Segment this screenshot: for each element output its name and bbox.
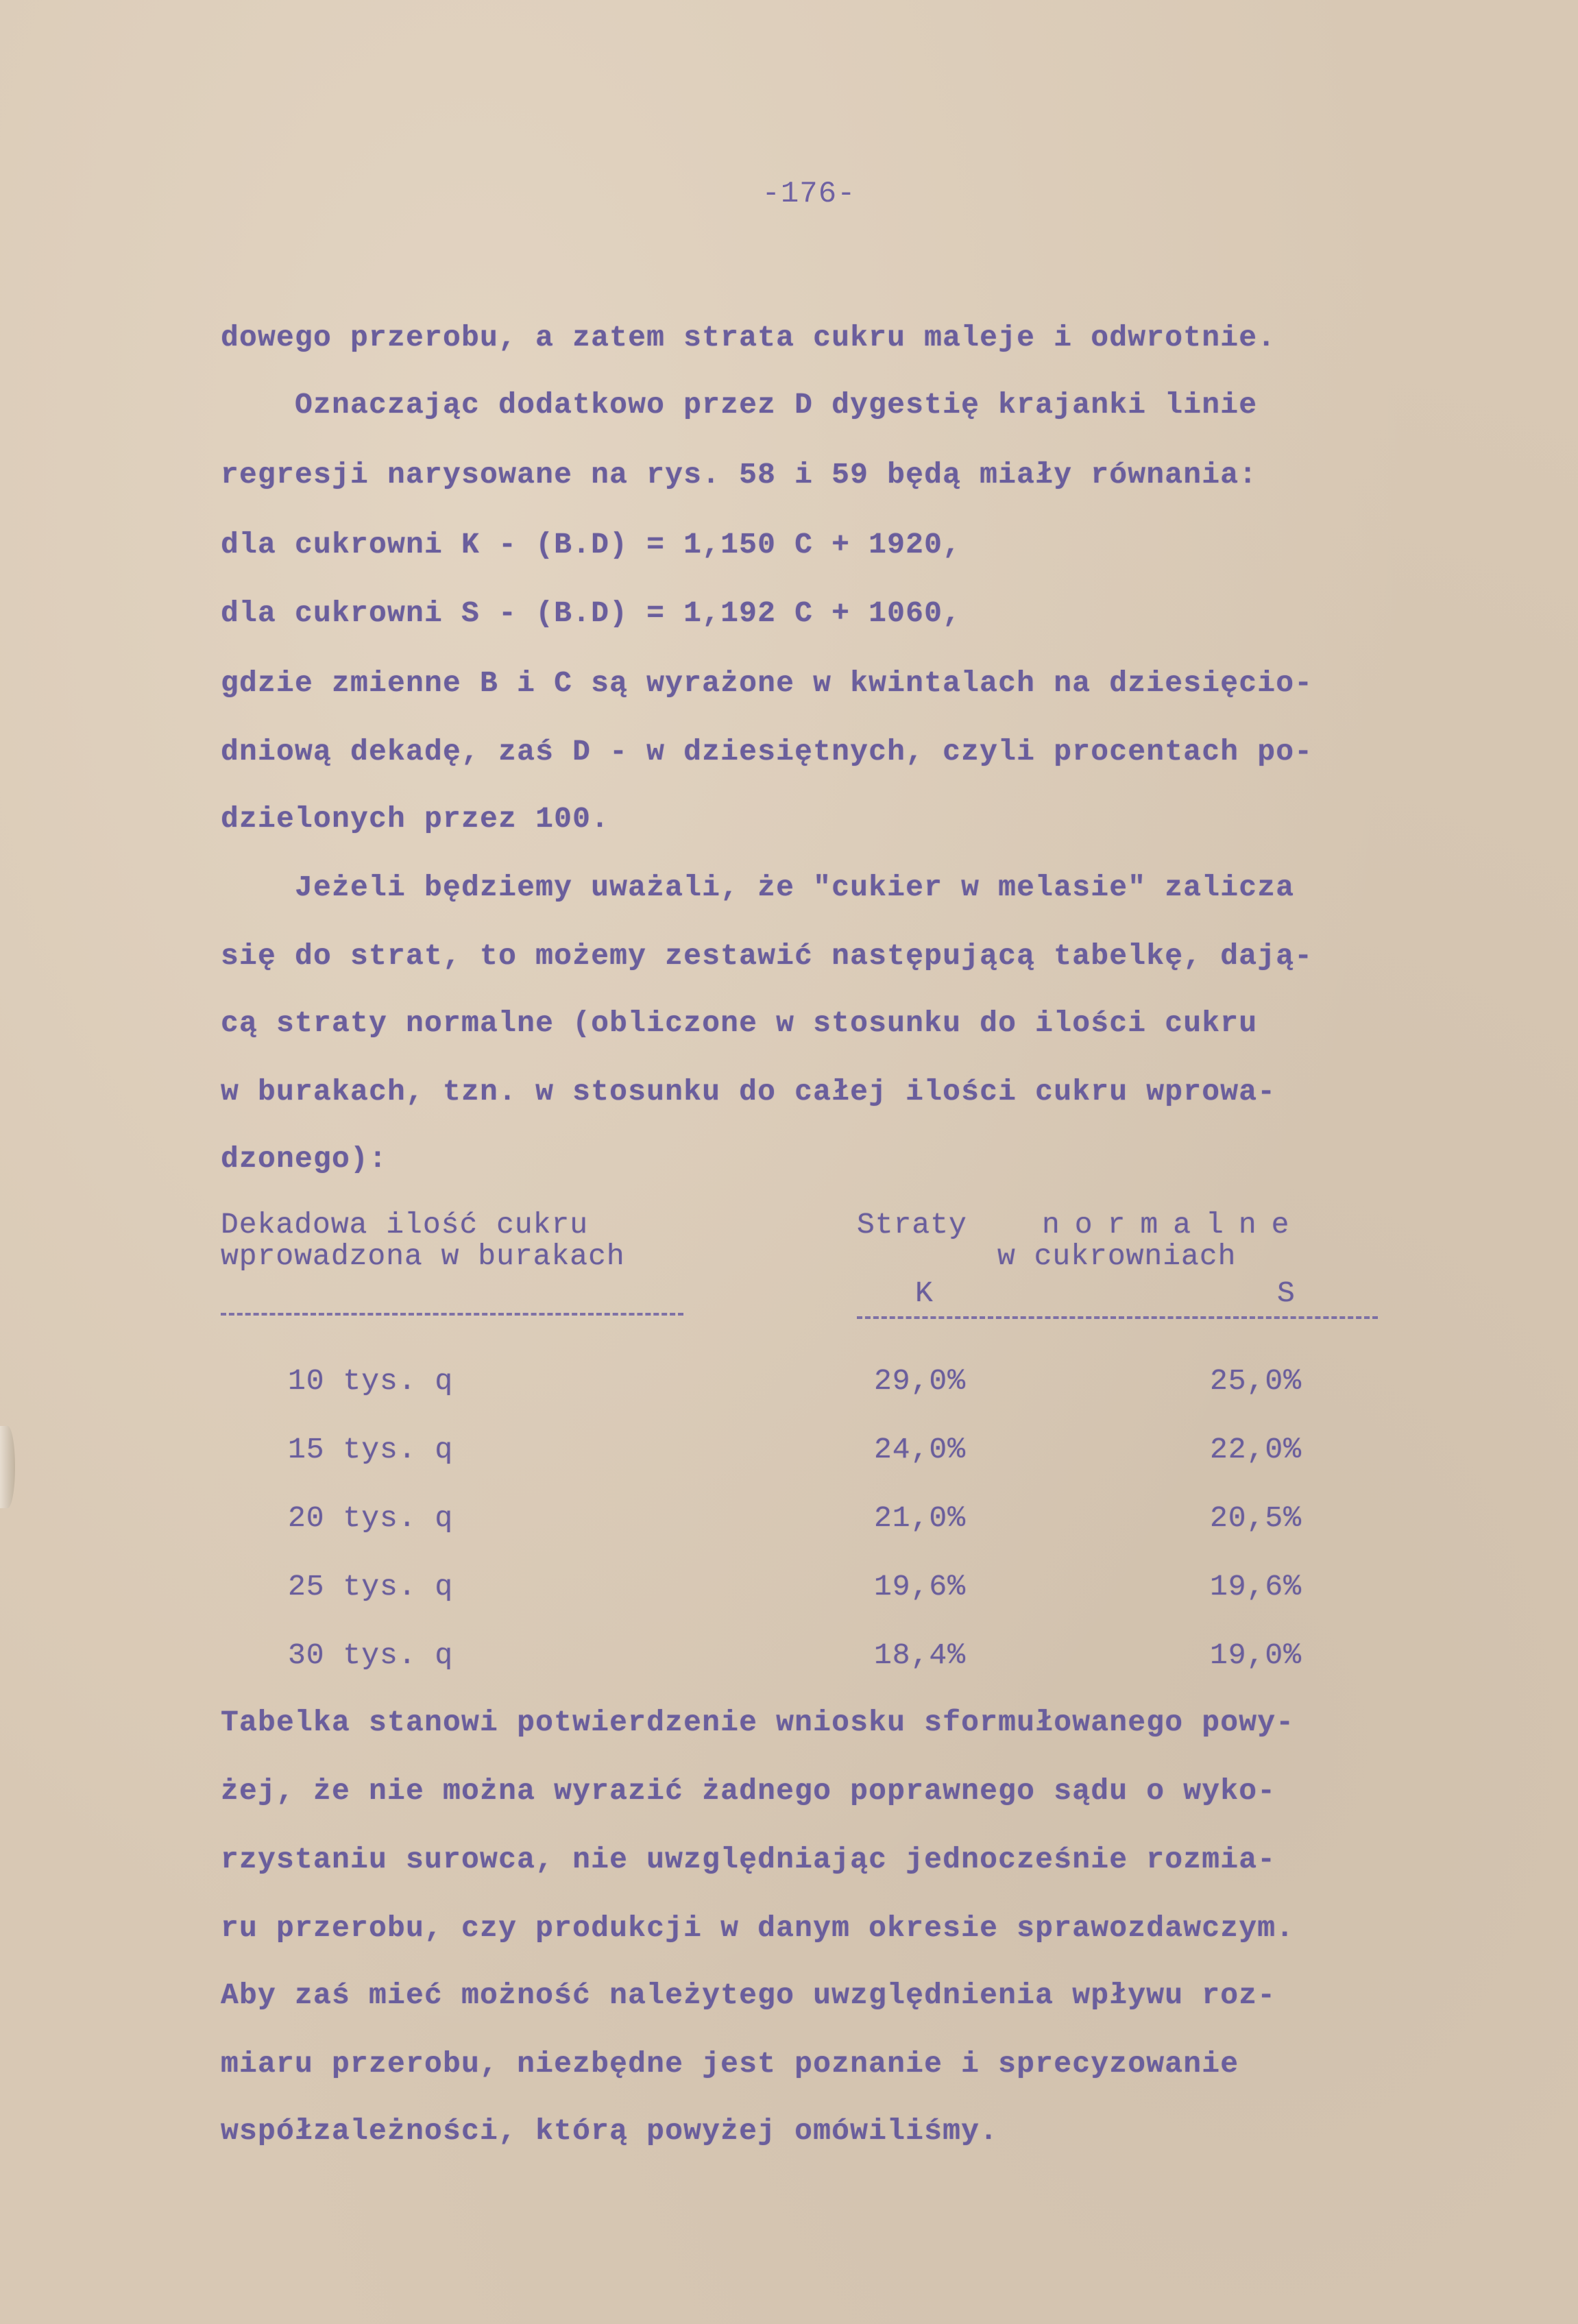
- page-number: -176-: [762, 177, 856, 211]
- text-line: współzależności, którą powyżej omówiliśmy.: [221, 2114, 999, 2148]
- amount-cell: 30 tys. q: [288, 1638, 454, 1672]
- text-line: w burakach, tzn. w stosunku do całej ilości cukru wprowa-: [221, 1075, 1276, 1109]
- equation-k: dla cukrowni K - (B.D) = 1,150 C + 1920,: [221, 528, 962, 561]
- text-line: regresji narysowane na rys. 58 i 59 będą miały równania:: [221, 458, 1258, 492]
- text-line: miaru przerobu, niezbędne jest poznanie i sprecyzowanie: [221, 2047, 1239, 2081]
- text-line: dzonego):: [221, 1142, 388, 1176]
- text-line: dzielonych przez 100.: [221, 802, 610, 836]
- text-line: ru przerobu, czy produkcji w danym okresie sprawozdawczym.: [221, 1911, 1295, 1945]
- k-loss-cell: 18,4%: [874, 1638, 967, 1672]
- col1-header-line1: Dekadowa ilość cukru: [221, 1208, 589, 1242]
- text-line: dowego przerobu, a zatem strata cukru maleje i odwrotnie.: [221, 321, 1276, 354]
- col2-header-normalne: normalne: [1042, 1208, 1304, 1242]
- text-line: Tabelka stanowi potwierdzenie wniosku sformułowanego powy-: [221, 1706, 1295, 1739]
- text-line: cą straty normalne (obliczone w stosunku do ilości cukru: [221, 1006, 1258, 1040]
- equation-s: dla cukrowni S - (B.D) = 1,192 C + 1060,: [221, 596, 962, 630]
- paper-crease: [0, 1426, 15, 1508]
- text-line: się do strat, to możemy zestawić następującą tabelkę, dają-: [221, 939, 1313, 973]
- text-line: Oznaczając dodatkowo przez D dygestię krajanki linie: [221, 388, 1258, 422]
- text-line: Jeżeli będziemy uważali, że "cukier w melasie" zalicza: [221, 871, 1295, 904]
- text-line: dniową dekadę, zaś D - w dziesiętnych, czyli procentach po-: [221, 735, 1313, 768]
- col-k-header: K: [915, 1276, 934, 1310]
- col2-header-straty: Straty: [857, 1208, 967, 1242]
- s-loss-cell: 19,0%: [1210, 1638, 1302, 1672]
- amount-cell: 20 tys. q: [288, 1501, 454, 1535]
- amount-cell: 10 tys. q: [288, 1364, 454, 1398]
- s-loss-cell: 19,6%: [1210, 1570, 1302, 1603]
- k-loss-cell: 21,0%: [874, 1501, 967, 1535]
- amount-cell: 25 tys. q: [288, 1570, 454, 1603]
- text-line: rzystaniu surowca, nie uwzględniając jednocześnie rozmia-: [221, 1843, 1276, 1876]
- s-loss-cell: 25,0%: [1210, 1364, 1302, 1398]
- col1-header-rule: [221, 1313, 683, 1316]
- k-loss-cell: 29,0%: [874, 1364, 967, 1398]
- col-s-header: S: [1277, 1276, 1296, 1310]
- text-line: Aby zaś mieć możność należytego uwzględnienia wpływu roz-: [221, 1978, 1276, 2012]
- text-line: gdzie zmienne B i C są wyrażone w kwintalach na dziesięcio-: [221, 666, 1313, 700]
- k-loss-cell: 19,6%: [874, 1570, 967, 1603]
- col2-header-rule: [857, 1316, 1378, 1319]
- col2-header-sub: w cukrowniach: [997, 1239, 1237, 1273]
- k-loss-cell: 24,0%: [874, 1433, 967, 1466]
- col1-header-line2: wprowadzona w burakach: [221, 1239, 625, 1273]
- amount-cell: 15 tys. q: [288, 1433, 454, 1466]
- s-loss-cell: 22,0%: [1210, 1433, 1302, 1466]
- s-loss-cell: 20,5%: [1210, 1501, 1302, 1535]
- text-line: żej, że nie można wyrazić żadnego poprawnego sądu o wyko-: [221, 1774, 1276, 1808]
